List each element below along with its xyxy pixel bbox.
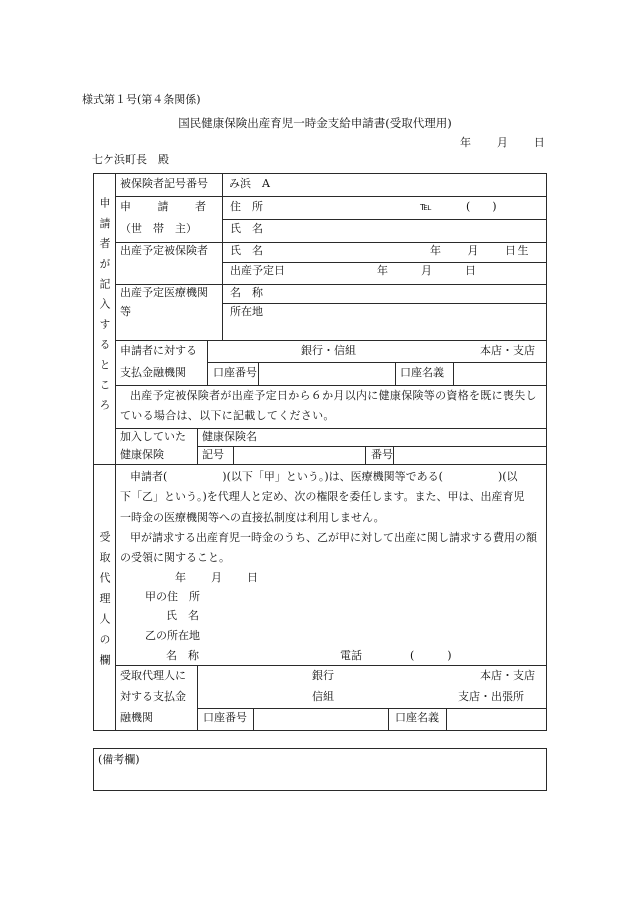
- expected-insured-label: 出産予定被保険者: [120, 244, 208, 257]
- tel-area-code-parens: ( ): [466, 200, 497, 213]
- table-rule-v: [388, 708, 389, 731]
- table-rule-v: [115, 173, 116, 731]
- section-divider: [93, 464, 547, 465]
- table-rule-v: [207, 340, 208, 386]
- delegation-text-line: 下「乙」という。)を代理人と定め、次の権限を委任します。また、甲は、出産育児: [120, 490, 525, 503]
- branch-type-label: 本店・支店: [480, 344, 535, 357]
- proxy-account-holder-label: 口座名義: [395, 711, 439, 724]
- applicant-address-sign-label: 甲の住 所: [145, 590, 200, 603]
- proxy-branch-type-sub: 支店・出張所: [458, 690, 524, 703]
- table-rule-h: [197, 708, 547, 709]
- previous-insurance-label-cont: 健康保険: [120, 448, 164, 461]
- table-rule-h: [222, 262, 547, 263]
- table-rule-h: [115, 196, 547, 197]
- eligibility-note-line: ている場合は、以下に記載してください。: [120, 409, 335, 422]
- table-rule-v: [395, 362, 396, 386]
- institution-address-label: 所在地: [230, 305, 263, 318]
- proxy-date: 年 月 日: [175, 571, 259, 584]
- form-title: 国民健康保険出産育児一時金支給申請書(受取代理用): [178, 116, 452, 130]
- table-rule-v: [393, 446, 394, 465]
- applicant-bank-label: 申請者に対する: [120, 344, 197, 357]
- due-date-label: 出産予定日: [230, 264, 285, 277]
- proxy-account-number-label: 口座番号: [203, 711, 247, 724]
- proxy-bank-type-bank: 銀行: [312, 669, 334, 682]
- insured-number-value: み浜 A: [229, 177, 270, 190]
- insured-number-label: 被保険者記号番号: [120, 177, 208, 190]
- phone-area-code-parens: ( ): [410, 649, 452, 662]
- table-rule-h: [197, 446, 547, 447]
- delegation-text-line: 一時金の医療機関等への直接払制度は利用しません。: [120, 511, 385, 524]
- household-head-label: （世 帯 主）: [120, 222, 197, 235]
- expected-insured-name-label: 氏 名: [230, 244, 263, 257]
- medical-institution-label-cont: 等: [120, 305, 131, 318]
- remarks-label: (備考欄): [98, 753, 140, 766]
- applicant-name-label: 氏 名: [230, 222, 263, 235]
- table-rule-h: [115, 428, 547, 429]
- table-rule-h: [115, 284, 547, 285]
- phone-label: 電話: [340, 649, 362, 662]
- tel-icon: ℡: [420, 200, 432, 213]
- bank-type-label: 銀行・信組: [301, 344, 356, 357]
- eligibility-note-line: 出産予定被保険者が出産予定日から６か月以内に健康保険等の資格を既に喪失し: [130, 389, 537, 402]
- birth-date-label: 年 月 日生: [430, 244, 530, 257]
- account-holder-label: 口座名義: [400, 366, 444, 379]
- proxy-bank-label: 融機関: [120, 711, 153, 724]
- table-rule-h: [115, 242, 547, 243]
- proxy-bank-label: 受取代理人に: [120, 669, 186, 682]
- proxy-address-label: 乙の所在地: [145, 629, 200, 642]
- previous-insurance-label: 加入していた: [120, 430, 186, 443]
- scope-text-line: 甲が請求する出産育児一時金のうち、乙が甲に対して出産に関し請求する費用の額: [130, 531, 537, 544]
- proxy-bank-label: 対する支払金: [120, 690, 186, 703]
- proxy-section-side-label: 受取代理人の欄: [98, 531, 111, 675]
- proxy-name-label: 名 称: [166, 649, 199, 662]
- remarks-box: [93, 748, 547, 791]
- institution-name-label: 名 称: [230, 286, 263, 299]
- table-rule-v: [253, 708, 254, 731]
- applicant-label: 申 請 者: [120, 200, 208, 213]
- submission-date: 年 月 日: [460, 136, 547, 149]
- scope-text-line: の受領に関すること。: [120, 551, 230, 564]
- table-rule-v: [233, 446, 234, 465]
- table-rule-v: [222, 173, 223, 341]
- table-rule-h: [115, 340, 547, 341]
- addressee: 七ケ浜町長 殿: [92, 153, 169, 166]
- table-rule-h: [115, 385, 547, 386]
- table-rule-v: [365, 446, 366, 465]
- applicant-bank-label-cont: 支払金融機関: [120, 366, 186, 379]
- table-rule-v: [453, 362, 454, 386]
- table-rule-v: [446, 708, 447, 731]
- account-number-label: 口座番号: [213, 366, 257, 379]
- proxy-bank-type-credit: 信組: [312, 690, 334, 703]
- insurance-number-label: 番号: [371, 448, 393, 461]
- table-rule-v: [258, 362, 259, 386]
- form-number: 様式第１号(第４条関係): [82, 93, 201, 106]
- insurance-symbol-label: 記号: [202, 448, 224, 461]
- table-rule-v: [197, 665, 198, 731]
- delegation-text-line: 申請者( )(以下「甲」という。)は、医療機関等である( )(以: [130, 470, 518, 483]
- table-rule-v: [197, 428, 198, 465]
- table-rule-h: [115, 665, 547, 666]
- applicant-section-side-label: 申請者が記入するところ: [98, 197, 111, 420]
- applicant-name-sign-label: 氏 名: [166, 609, 199, 622]
- medical-institution-label: 出産予定医療機関: [120, 286, 208, 299]
- applicant-address-label: 住 所: [230, 200, 263, 213]
- proxy-branch-type-main: 本店・支店: [480, 669, 535, 682]
- insurance-name-label: 健康保険名: [202, 430, 257, 443]
- table-rule-h: [222, 219, 547, 220]
- table-rule-h: [222, 303, 547, 304]
- due-date-value: 年 月 日: [377, 264, 476, 277]
